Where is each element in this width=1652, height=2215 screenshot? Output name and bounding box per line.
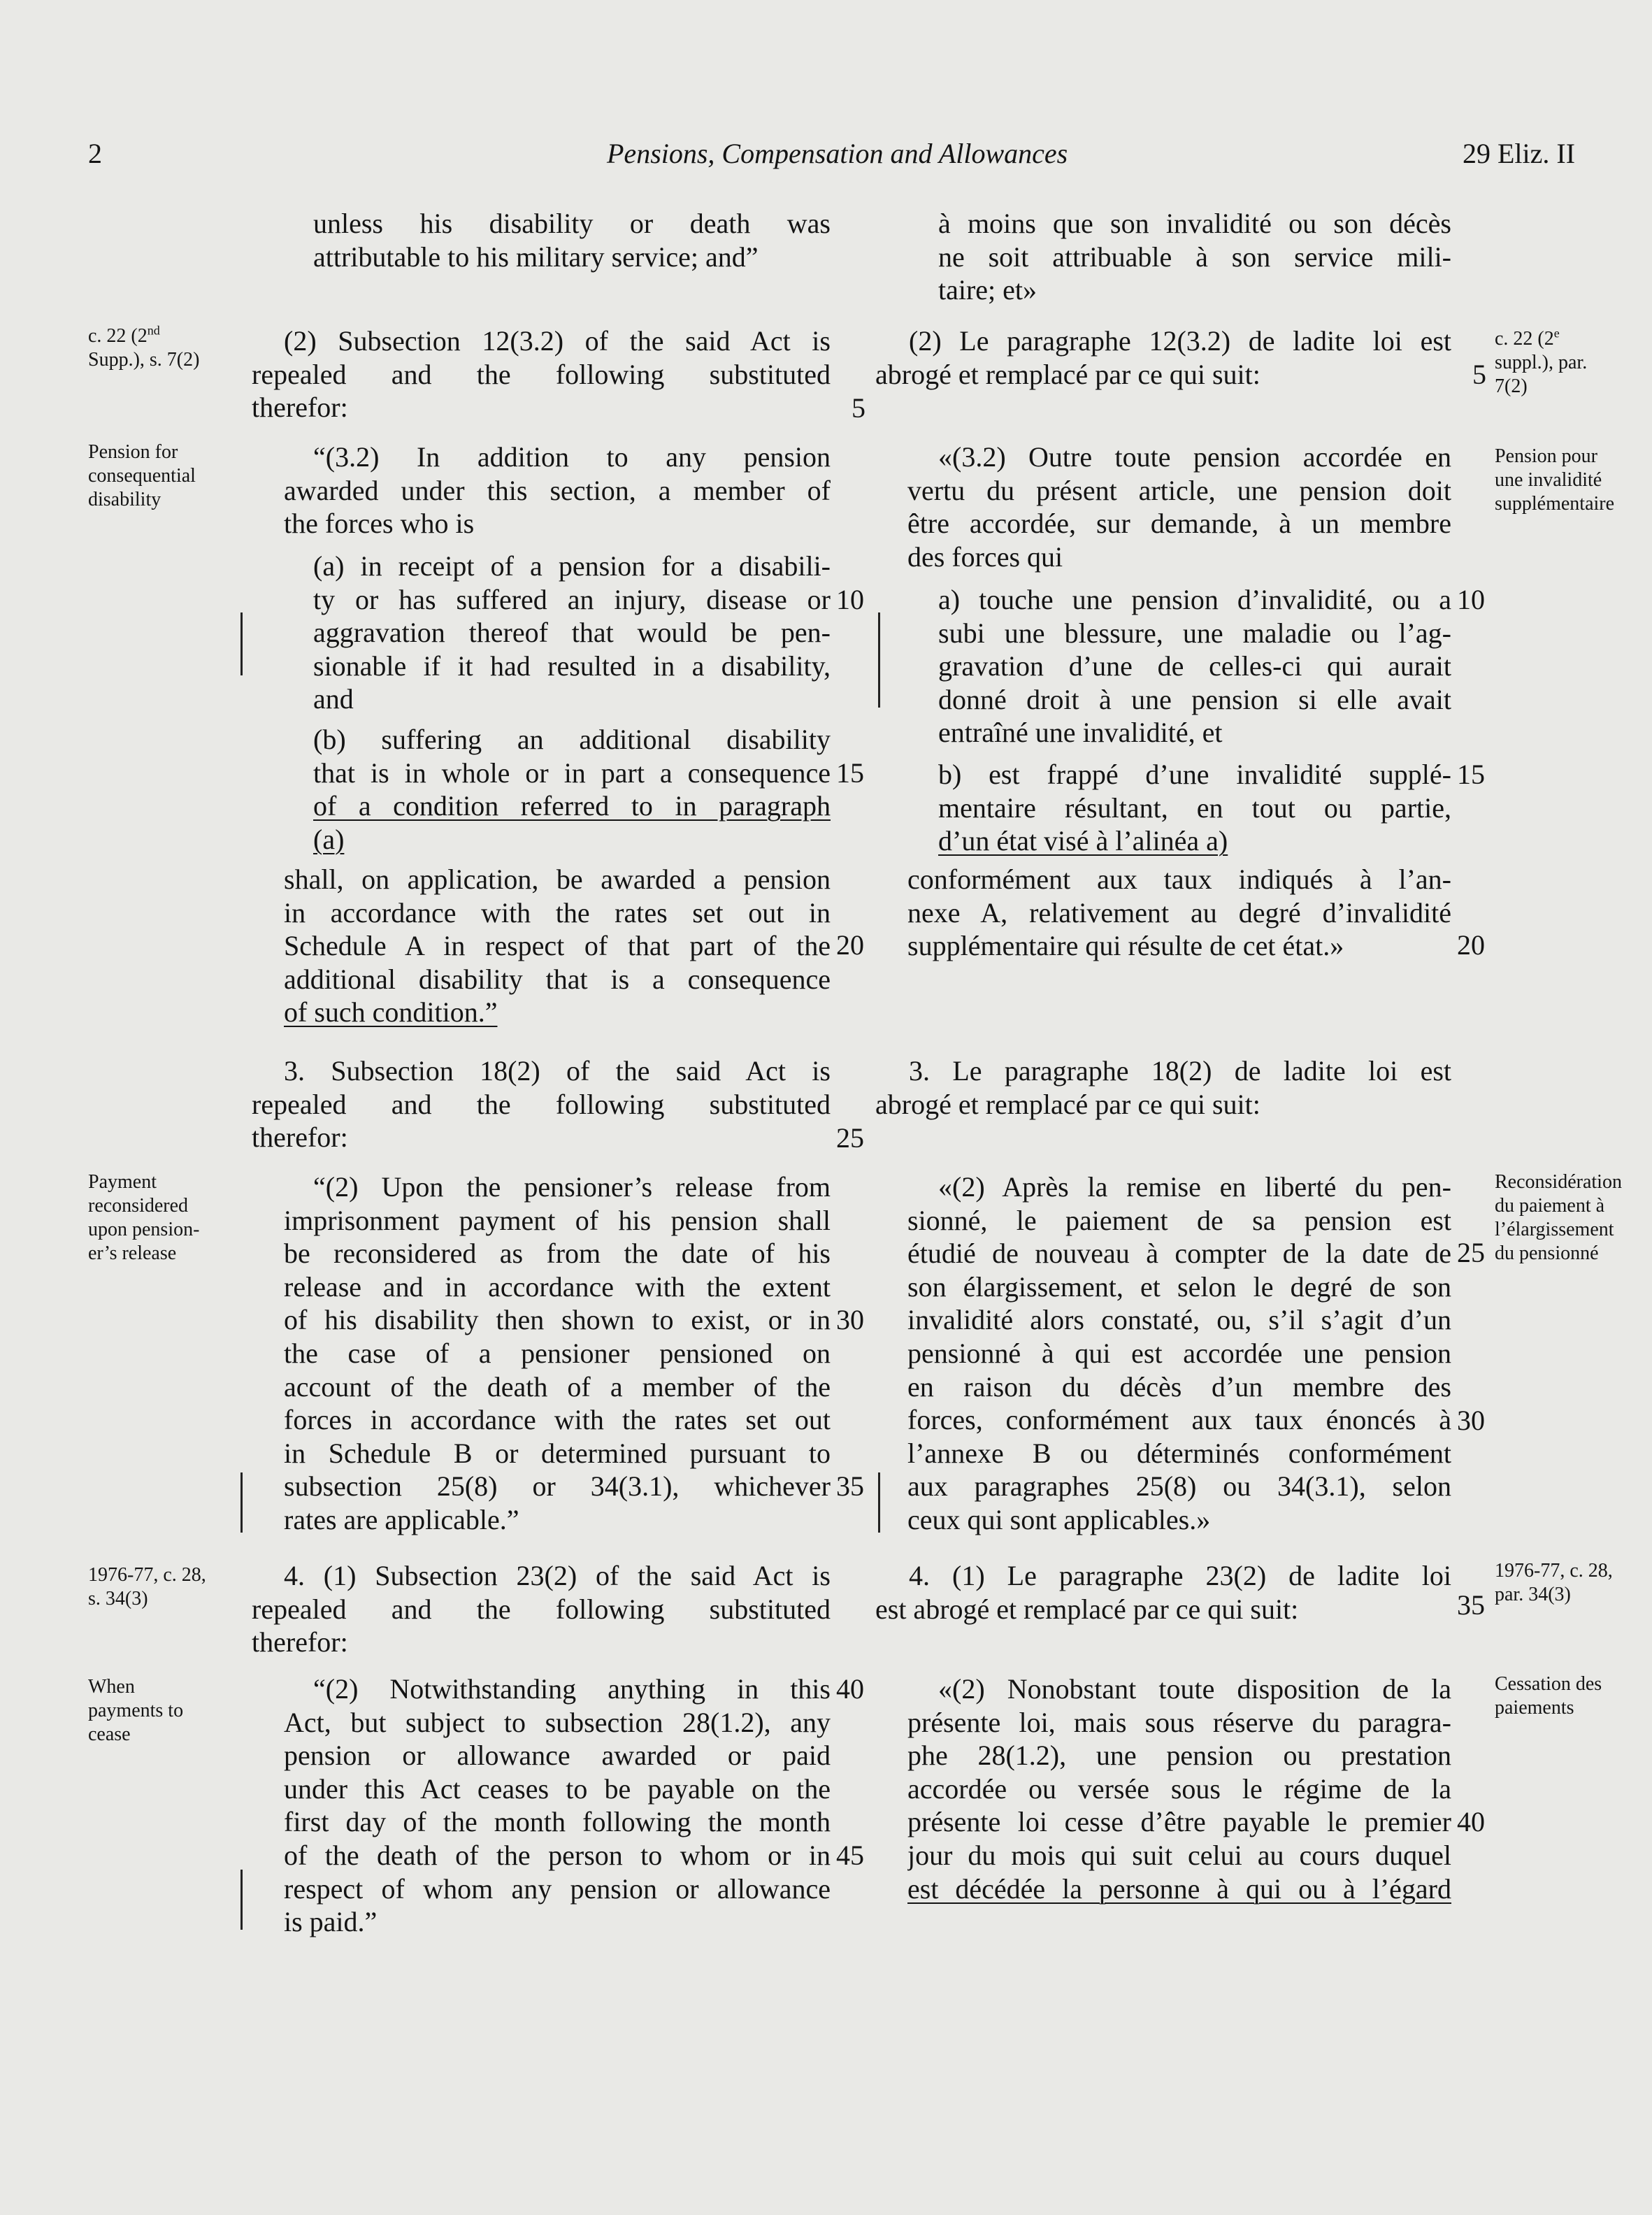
line-number-fr: 25 [1457,1237,1485,1268]
running-title: Pensions, Compensation and Allowances [607,138,1068,169]
fr-section-2-intro: (2) Le paragraphe 12(3.2) de ladite loi est abrogé et remplacé par ce qui suit: [875,325,1451,390]
line-number-fr: 5 [1472,359,1486,390]
line-number-fr: 35 [1457,1589,1485,1621]
fr-para-b: b) est frappé d’une invalidité supplé- mentaire résultant, en tout ou partie, d’un état visé à l’alinéa a) [938,759,1451,857]
fr-paragraph-0: à moins que son invalidité ou son décès ne soit attribuable à son service mili- taire; et» [938,208,1451,306]
margin-note-fr-5: Cessation des paiements [1495,1673,1602,1719]
en-para-a: (a) in receipt of a pension for a disabili- ty or has suffered an injury, disease or aggravation thereof that would be pen- sionable if it had resulted in a disability, and [313,550,831,715]
regnal-year: 29 Eliz. II [1463,138,1576,169]
margin-note-fr-4: 1976-77, c. 28, par. 34(3) [1495,1560,1613,1605]
fr-subsection-18-2: «(2) Après la remise en liberté du pen- sionné, le paiement de sa pension est étudié de nouveau à compter de la date de son élargissement, et selon le degré de son invalidité alors constaté, ou, s’il s’agit d’un pensionné à qui est accordée une pension en raison du décès d’un membre des forces, conformément aux taux énoncés à l’annexe B ou déterminés conformément aux paragraphes 25(8) ou 34(3.1), selon ceux qui sont applicables.» [907,1171,1451,1535]
margin-note-en-4: 1976-77, c. 28, s. 34(3) [88,1564,206,1610]
margin-note-en-5: When payments to cease [88,1676,184,1745]
line-number-fr: 30 [1457,1405,1485,1436]
line-number-en: 35 [836,1470,864,1502]
line-number-fr: 20 [1457,929,1485,961]
fr-closing-3-2: conformément aux taux indiqués à l’an- nexe A, relativement au degré d’invalidité supplémentaire qui résulte de cet état.» [907,863,1451,962]
margin-note-fr-2: Pension pour une invalidité supplémentaire [1495,445,1615,515]
en-subsection-3-2: “(3.2) In addition to any pension awarded under this section, a member of the forces who is [284,441,831,540]
change-bar [240,1472,243,1533]
change-bar [878,612,880,708]
en-subsection-18-2: “(2) Upon the pensioner’s release from imprisonment payment of his pension shall be reconsidered as from the date of his release and in accordance with the extent of his disability then shown to exist, or in the case of a pensioner pensioned on account of the death of a member of the forces in accordance with the rates set out in Schedule B or determined pursuant to subsection 25(8) or 34(3.1), whichever rates are applicable.” [284,1171,831,1535]
margin-note-fr-3: Reconsidération du paiement à l’élargissement du pensionné [1495,1171,1622,1264]
fr-para-a: a) touche une pension d’invalidité, ou a subi une blessure, une maladie ou l’ag- gravation d’une de celles-ci qui aurait donné droit à une pension si elle avait entraîné une invalidité, et [938,584,1451,749]
en-section-2-intro: (2) Subsection 12(3.2) of the said Act is repealed and the following substituted therefor: [252,325,831,424]
line-number-fr: 15 [1457,759,1485,790]
margin-note-en-1: c. 22 (2nd Supp.), s. 7(2) [88,323,200,371]
line-number-en: 5 [852,392,865,424]
change-bar [878,1472,880,1533]
line-number-en: 30 [836,1304,864,1335]
line-number-en: 10 [836,584,864,615]
line-number-en: 45 [836,1840,864,1871]
margin-note-fr-1: c. 22 (2e suppl.), par. 7(2) [1495,326,1588,397]
en-closing-3-2: shall, on application, be awarded a pension in accordance with the rates set out in Schedule A in respect of that part of the additional disability that is a consequence of such condition.” [284,863,831,1028]
fr-subsection-23-2: «(2) Nonobstant toute disposition de la présente loi, mais sous réserve du paragra- phe 28(1.2), une pension ou prestation accordée ou versée sous le régime de la présente loi cesse d’être payable le premier jour du mois qui suit celui au cours duquel est décédée la personne à qui ou à l’égard [907,1673,1451,1905]
line-number-en: 15 [836,757,864,789]
line-number-en: 25 [836,1122,864,1154]
fr-section-3-intro: 3. Le paragraphe 18(2) de ladite loi est abrogé et remplacé par ce qui suit: [875,1055,1451,1120]
en-subsection-23-2: “(2) Notwithstanding anything in this Act, but subject to subsection 28(1.2), any pension or allowance awarded or paid under this Act ceases to be payable on the first day of the month following the month of the death of the person to whom or in respect of whom any pension or allowance is paid.” [284,1673,831,1938]
en-para-b: (b) suffering an additional disability that is in whole or in part a consequence of a condition referred to in paragraph (a) [313,724,831,855]
margin-note-en-3: Payment reconsidered upon pension- er’s release [88,1171,200,1264]
line-number-fr: 10 [1457,584,1485,615]
change-bar [240,1870,243,1930]
line-number-en: 40 [836,1673,864,1705]
fr-section-4-intro: 4. (1) Le paragraphe 23(2) de ladite loi est abrogé et remplacé par ce qui suit: [875,1560,1451,1625]
change-bar [240,612,243,675]
line-number-en: 20 [836,929,864,961]
en-paragraph-0: unless his disability or death was attributable to his military service; and” [313,208,831,273]
line-number-fr: 40 [1457,1806,1485,1837]
en-section-3-intro: 3. Subsection 18(2) of the said Act is repealed and the following substituted therefor: [252,1055,831,1154]
page-number: 2 [88,138,102,169]
fr-subsection-3-2: «(3.2) Outre toute pension accordée en vertu du présent article, une pension doit être accordée, sur demande, à un membre des forces qui [907,441,1451,573]
margin-note-en-2: Pension for consequential disability [88,441,196,510]
en-section-4-intro: 4. (1) Subsection 23(2) of the said Act is repealed and the following substituted therefor: [252,1560,831,1658]
